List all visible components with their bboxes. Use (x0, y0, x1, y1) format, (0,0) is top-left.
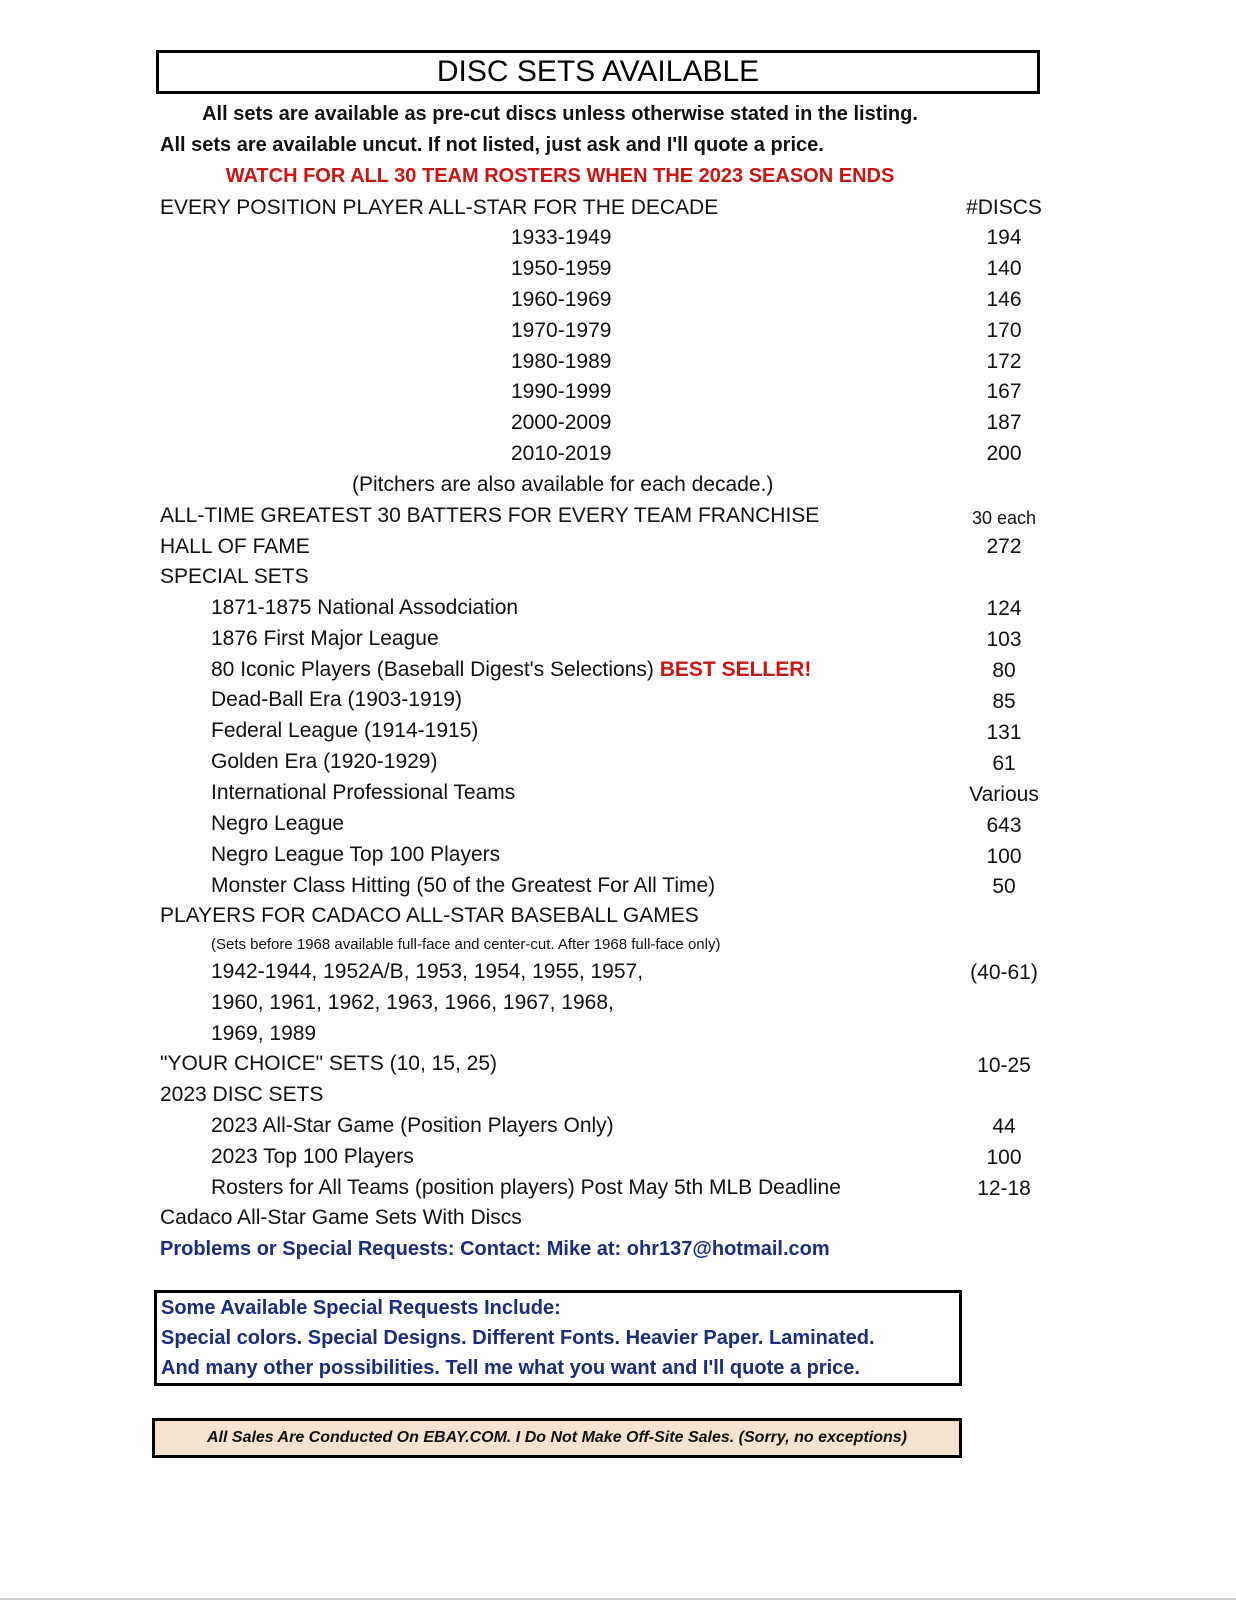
decade-label: 1990-1999 (511, 380, 612, 403)
cadaco-years: 1942-1944, 1952A/B, 1953, 1954, 1955, 1957, (211, 960, 644, 983)
special-set-count: 124 (986, 597, 1022, 620)
special-set-count: 100 (986, 845, 1022, 868)
cadaco-heading: PLAYERS FOR CADACO ALL-STAR BASEBALL GAMES (160, 904, 699, 927)
set-2023-label: 2023 All-Star Game (Position Players Only) (211, 1114, 614, 1137)
special-set-count: 80 (992, 659, 1016, 682)
decade-count: 170 (986, 319, 1022, 342)
pitchers-note: (Pitchers are also available for each decade.) (352, 473, 774, 496)
set-2023-label: 2023 Top 100 Players (211, 1145, 414, 1168)
count-column-header: #DISCS (966, 196, 1042, 219)
special-set-label: Golden Era (1920-1929) (211, 750, 438, 773)
special-set-count: 85 (992, 690, 1016, 713)
decade-count: 146 (986, 288, 1022, 311)
hof-label: HALL OF FAME (160, 535, 310, 558)
decade-label: 1950-1959 (511, 257, 612, 280)
decade-label: 2010-2019 (511, 442, 612, 465)
special-requests-line: And many other possibilities. Tell me what you want and I'll quote a price. (161, 1357, 860, 1379)
decade-count: 167 (986, 380, 1022, 403)
intro-line-1: All sets are available as pre-cut discs unless otherwise stated in the listing. (202, 103, 918, 125)
set-2023-count: 12-18 (977, 1177, 1031, 1200)
best-seller-badge: BEST SELLER! (659, 658, 812, 681)
special-set-label: Monster Class Hitting (50 of the Greatest For All Time) (211, 874, 716, 897)
decade-label: 2000-2009 (511, 411, 612, 434)
footer-notice: All Sales Are Conducted On EBAY.COM. I Do Not Make Off-Site Sales. (Sorry, no exceptions) (152, 1418, 962, 1458)
hof-count: 272 (986, 535, 1022, 558)
special-requests-heading: Some Available Special Requests Include: (161, 1297, 561, 1319)
cadaco-sets-label: Cadaco All-Star Game Sets With Discs (160, 1206, 522, 1229)
special-set-label: 1871-1875 National Assodciation (211, 596, 519, 619)
decade-label: 1933-1949 (511, 226, 612, 249)
special-set-count: 103 (986, 628, 1022, 651)
decade-count: 194 (986, 226, 1022, 249)
decade-count: 200 (986, 442, 1022, 465)
contact-line: Problems or Special Requests: Contact: Mike at: ohr137@hotmail.com (160, 1238, 830, 1260)
sets-2023-heading: 2023 DISC SETS (160, 1083, 324, 1106)
your-choice-count: 10-25 (977, 1054, 1031, 1077)
special-set-count: Various (969, 783, 1039, 806)
special-set-label: 80 Iconic Players (Baseball Digest's Selections) (211, 658, 654, 681)
set-2023-label: Rosters for All Teams (position players) Post May 5th MLB Deadline (211, 1176, 841, 1199)
set-2023-count: 100 (986, 1146, 1022, 1169)
special-set-count: 61 (992, 752, 1016, 775)
special-requests-box (154, 1290, 962, 1386)
special-sets-heading: SPECIAL SETS (160, 565, 309, 588)
special-set-label: Negro League (211, 812, 345, 835)
special-set-count: 131 (986, 721, 1022, 744)
special-set-label: Dead-Ball Era (1903-1919) (211, 688, 462, 711)
special-set-label: 1876 First Major League (211, 627, 439, 650)
special-set-label: Federal League (1914-1915) (211, 719, 479, 742)
decade-count: 140 (986, 257, 1022, 280)
cadaco-count: (40-61) (970, 961, 1038, 984)
intro-line-2: All sets are available uncut. If not listed, just ask and I'll quote a price. (160, 134, 824, 156)
special-set-count: 50 (992, 875, 1016, 898)
greatest-count: 30 each (971, 508, 1037, 528)
special-requests-line: Special colors. Special Designs. Different Fonts. Heavier Paper. Laminated. (161, 1327, 875, 1349)
special-set-label: Negro League Top 100 Players (211, 843, 501, 866)
cadaco-note: (Sets before 1968 available full-face and center-cut. After 1968 full-face only) (211, 936, 721, 953)
decade-label: 1970-1979 (511, 319, 612, 342)
decade-label: 1960-1969 (511, 288, 612, 311)
decade-count: 187 (986, 411, 1022, 434)
watch-notice: WATCH FOR ALL 30 TEAM ROSTERS WHEN THE 2023 SEASON ENDS (225, 165, 895, 187)
special-set-count: 643 (986, 814, 1022, 837)
cadaco-years: 1960, 1961, 1962, 1963, 1966, 1967, 1968, (211, 991, 614, 1014)
cadaco-years: 1969, 1989 (211, 1022, 317, 1045)
decade-label: 1980-1989 (511, 350, 612, 373)
set-2023-count: 44 (992, 1115, 1016, 1138)
greatest-label: ALL-TIME GREATEST 30 BATTERS FOR EVERY TEAM FRANCHISE (160, 504, 820, 527)
decade-count: 172 (986, 350, 1022, 373)
your-choice-label: "YOUR CHOICE" SETS (10, 15, 25) (160, 1052, 498, 1075)
special-set-label-iconic (211, 657, 811, 683)
page-title: DISC SETS AVAILABLE (156, 50, 1040, 94)
special-set-label: International Professional Teams (211, 781, 516, 804)
allstar-heading: EVERY POSITION PLAYER ALL-STAR FOR THE DECADE (160, 196, 719, 219)
